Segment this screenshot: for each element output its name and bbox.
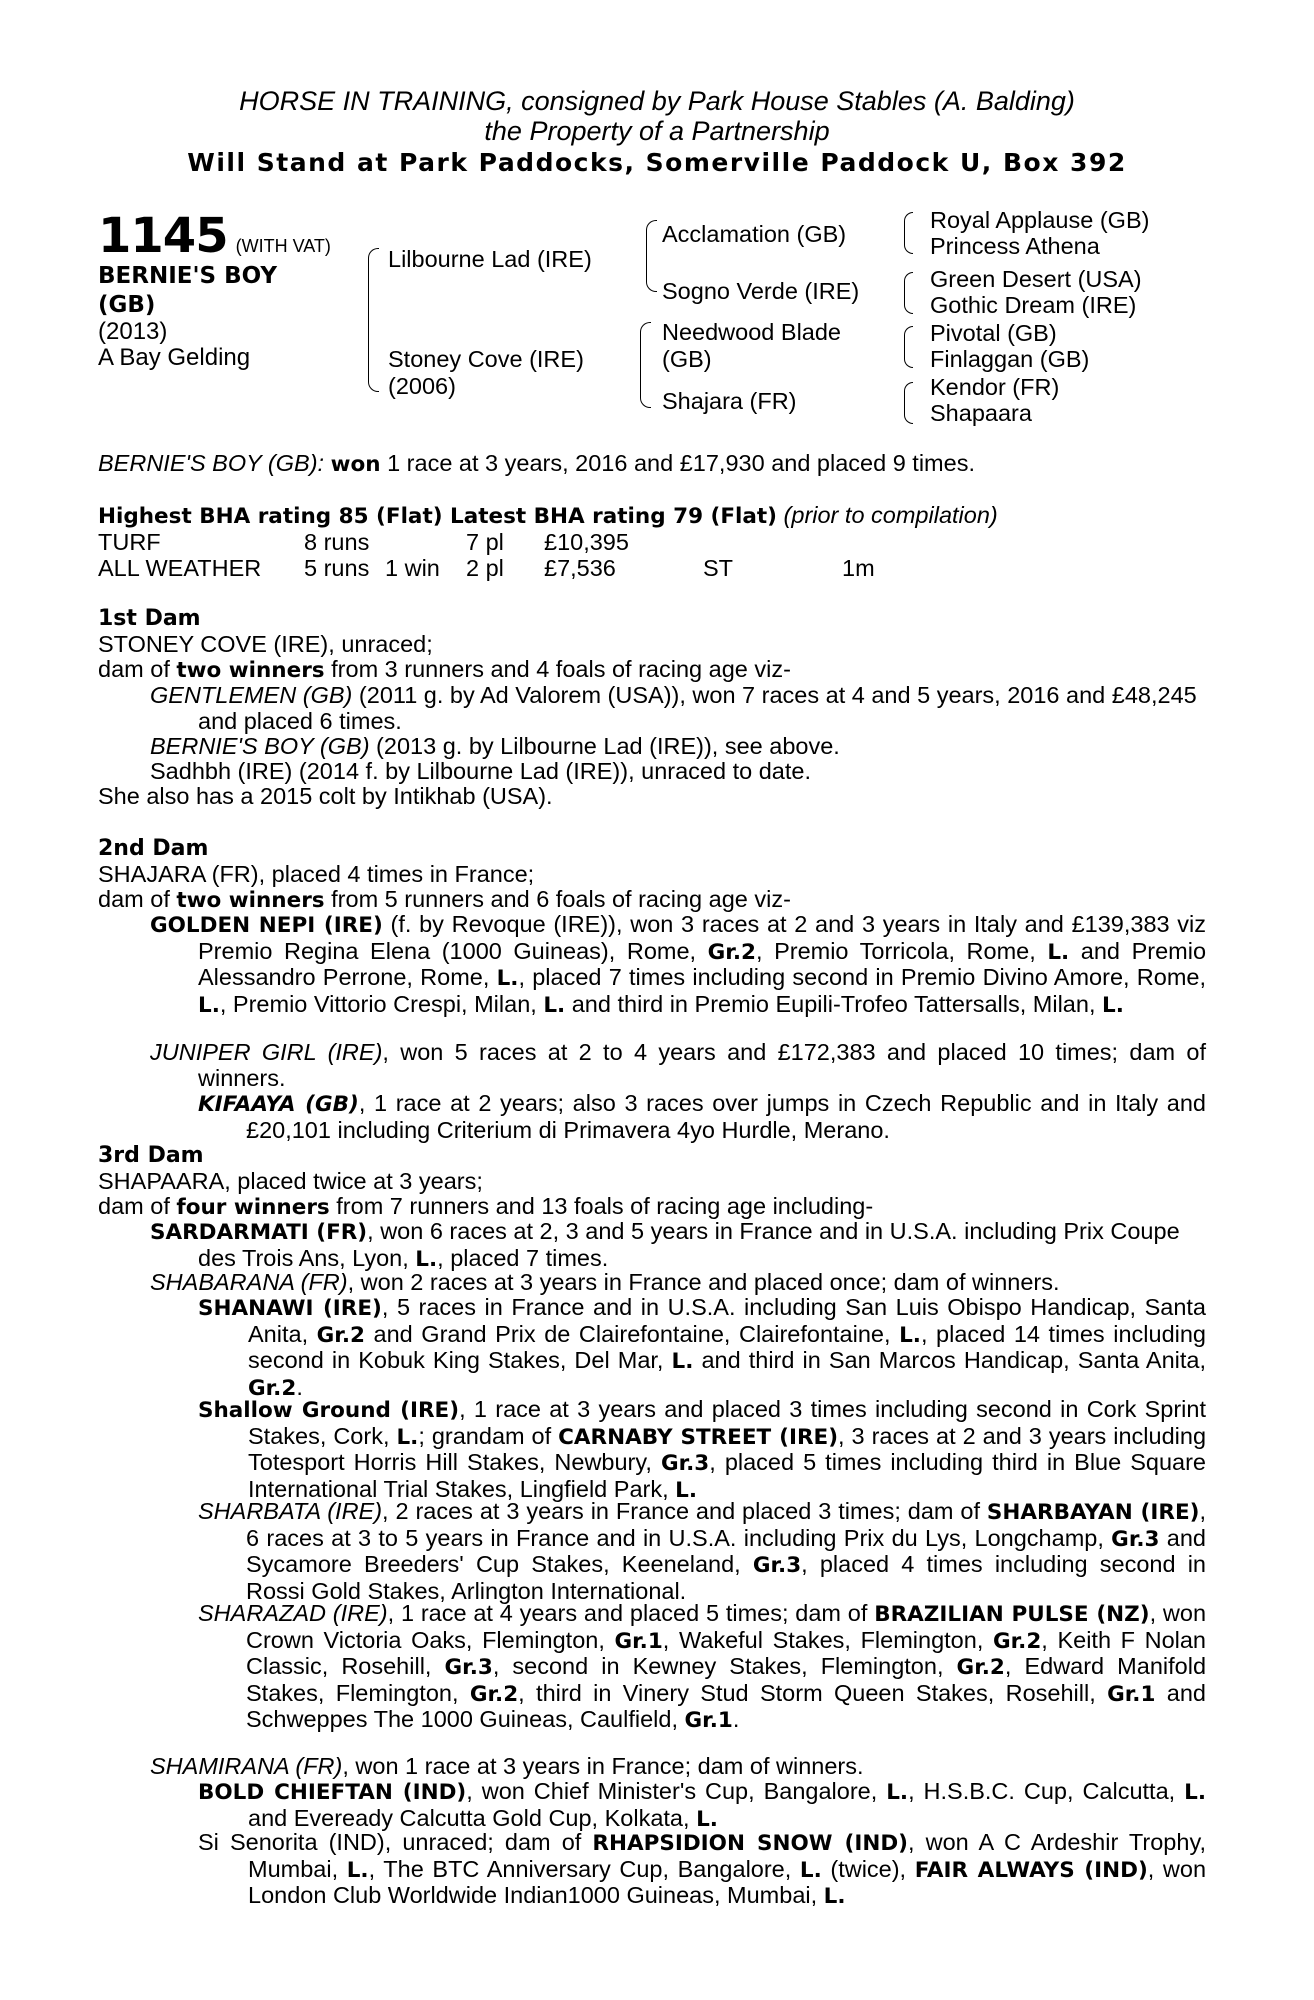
race-summary: BERNIE'S BOY (GB): won 1 race at 3 years, 2016 and £17,930 and placed 9 times. xyxy=(98,450,975,477)
produce-entry: Si Senorita (IND), unraced; dam of RHAPSIDION SNOW (IND), won A C Ardeshir Trophy, Mumbai, L., The BTC Anniversary Cup, Bangalore, L. (twice), FAIR ALWAYS (IND), won London Club Worldwide Indian1000 Guineas, Mumbai, L. xyxy=(198,1829,1207,1909)
produce-entry: SHAMIRANA (FR), won 1 race at 3 years in France; dam of winners. xyxy=(150,1753,864,1779)
third-dam-line: SHAPAARA, placed twice at 3 years; xyxy=(98,1168,483,1194)
pedigree-dam-sire-country: (GB) xyxy=(662,346,712,372)
produce-entry: BOLD CHIEFTAN (IND), won Chief Minister's Cup, Bangalore, L., H.S.B.C. Cup, Calcutta, L. and Eveready Calcutta Gold Cup, Kolkata, L. xyxy=(198,1778,1206,1832)
first-dam-line: STONEY COVE (IRE), unraced; xyxy=(98,631,433,657)
catalogue-page: HORSE IN TRAINING, consigned by Park House Stables (A. Balding) the Property of a Partnership Will Stand at Park Paddocks, Somerville Paddock U, Box 392 1145 (WITH VAT) BERNIE'S BOY (GB) (2013) A Bay Gelding Lilbourne Lad (IRE) Stoney Cove (IRE) (2006) Acclamation (GB) Sogno Verde (IRE) Needwood Blade (GB) Shajara (FR) Royal Applause (GB) Princess Athena Green Desert (USA) Gothic Dream (IRE) Pivotal (GB) Finlaggan (GB) Kendor (FR) Shapaara BERNIE'S BOY (GB): won 1 race at 3 years, 2016 and £17,930 and placed 9 times. Highest BHA rating 85 (Flat) Latest BHA rating 79 (Flat) (prior to compilation) TURF 8 runs 7 pl £10,395 ALL WEATHER 5 runs 1 win 2 pl £7,536 ST 1m 1st Dam STONEY COVE (IRE), unraced; dam of two winners from 3 runners and 4 foals of racing age viz- GENTLEMEN (GB) (2011 g. by Ad Valorem (USA)), won 7 races at 4 and 5 years, 2016 and £48,245 and placed 6 times. BERNIE'S BOY (GB) (2013 g. by Lilbourne Lad (IRE)), see above. Sadhbh (IRE) (2014 f. by Lilbourne Lad (IRE)), unraced to date. She also has a 2015 colt by Intikhab (USA). 2nd Dam SHAJARA (FR), placed 4 times in France; dam of two winners from 5 runners and 6 foals of racing age viz- GOLDEN NEPI (IRE) (f. by Revoque (IRE)), won 3 races at 2 and 3 years in Italy and £139,383 viz Premio Regina Elena (1000 Guineas), Rome, Gr.2, Premio Torricola, Rome, L. and Premio Alessandro Perrone, Rome, L., placed 7 times including second in Premio Divino Amore, Rome, L., Premio Vittorio Crespi, Milan, L. and third in Premio Eupili-Trofeo Tattersalls, Milan, L. JUNIPER GIRL (IRE), won 5 races at 2 to 4 years and £172,383 and placed 10 times; dam of winners. KIFAAYA (GB), 1 race at 2 years; also 3 races over jumps in Czech Republic and in Italy and £20,101 including Criterium di Primavera 4yo Hurdle, Merano. 3rd Dam SHAPAARA, placed twice at 3 years; dam of four winners from 7 runners and 13 foals of racing age including- SARDARMATI (FR), won 6 races at 2, 3 and 5 years in France and in U.S.A. including Prix Coupe des Trois Ans, Lyon, L., placed 7 times. SHABARANA (FR), won 2 races at 3 years in France and placed once; dam of winners. SHANAWI (IRE), 5 races in France and in U.S.A. including San Luis Obispo Handicap, Santa Anita, Gr.2 and Grand Prix de Clairefontaine, Clairefontaine, L., placed 14 times including second in Kobuk King Stakes, Del Mar, L. and third in San Marcos Handicap, Santa Anita, Gr.2. Shallow Ground (IRE), 1 race at 3 years and placed 3 times including second in Cork Sprint Stakes, Cork, L.; grandam of CARNABY STREET (IRE), 3 races at 2 and 3 years including Totesport Horris Hill Stakes, Newbury, Gr.3, placed 5 times including third in Blue Square International Trial Stakes, Lingfield Park, L. SHARBATA (IRE), 2 races at 3 years in France and placed 3 times; dam of SHARBAYAN (IRE), 6 races at 3 to 5 years in France and in U.S.A. including Prix du Lys, Longchamp, Gr.3 and Sycamore Breeders' Cup Stakes, Keeneland, Gr.3, placed 4 times including second in Rossi Gold Stakes, Arlington International. SHARAZAD (IRE), 1 race at 4 years and placed 5 times; dam of BRAZILIAN PULSE (NZ), won Crown Victoria Oaks, Flemington, Gr.1, Wakeful Stakes, Flemington, Gr.2, Keith F Nolan Classic, Rosehill, Gr.3, second in Kewney Stakes, Flemington, Gr.2, Edward Manifold Stakes, Flemington, Gr.2, third in Vinery Stud Storm Queen Stakes, Rosehill, Gr.1 and Schweppes The 1000 Guineas, Caulfield, Gr.1. SHAMIRANA (FR), won 1 race at 3 years in France; dam of winners. BOLD CHIEFTAN (IND), won Chief Minister's Cup, Bangalore, L., H.S.B.C. Cup, Calcutta, L. and Eveready Calcutta Gold Cup, Kolkata, L. Si Senorita (IND), unraced; dam of RHAPSIDION SNOW (IND), won A C Ardeshir Trophy, Mumbai, L., The BTC Anniversary Cup, Bangalore, L. (twice), FAIR ALWAYS (IND), won London Club Worldwide Indian1000 Guineas, Mumbai, L. xyxy=(0,0,1314,2000)
produce-entry: GENTLEMEN (GB) (2011 g. by Ad Valorem (USA)), won 7 races at 4 and 5 years, 2016 and £48,245 and placed 6 times. xyxy=(150,682,1197,734)
lot-heading xyxy=(98,208,331,264)
vat-note: (WITH VAT) xyxy=(235,236,331,256)
produce-entry: Shallow Ground (IRE), 1 race at 3 years and placed 3 times including second in Cork Sprint Stakes, Cork, L.; grandam of CARNABY STREET (IRE), 3 races at 2 and 3 years including Totesport Horris Hill Stakes, Newbury, Gr.3, placed 5 times including third in Blue Square International Trial Stakes, Lingfield Park, L. xyxy=(198,1396,1207,1503)
second-dam-line: SHAJARA (FR), placed 4 times in France; xyxy=(98,861,535,887)
pedigree-dam-sire: Needwood Blade xyxy=(662,319,841,345)
produce-entry: Sadhbh (IRE) (2014 f. by Lilbourne Lad (IRE)), unraced to date. xyxy=(150,758,811,784)
produce-entry: BERNIE'S BOY (GB) (2013 g. by Lilbourne Lad (IRE)), see above. xyxy=(150,733,840,759)
produce-entry: KIFAAYA (GB), 1 race at 2 years; also 3 races over jumps in Czech Republic and in Italy and £20,101 including Criterium di Primavera 4yo Hurdle, Merano. xyxy=(198,1090,1206,1143)
produce-entry: SHARBATA (IRE), 2 races at 3 years in France and placed 3 times; dam of SHARBAYAN (IRE), 6 races at 3 to 5 years in France and in U.S.A. including Prix du Lys, Longchamp, Gr.3 and Sycamore Breeders' Cup Stakes, Keeneland, Gr.3, placed 4 times including second in Rossi Gold Stakes, Arlington International. xyxy=(198,1498,1206,1604)
pedigree-g3-4: Gothic Dream (IRE) xyxy=(930,292,1137,318)
produce-note: She also has a 2015 colt by Intikhab (USA). xyxy=(98,783,553,809)
pedigree-g3-1: Royal Applause (GB) xyxy=(930,207,1150,233)
pedigree-g3-7: Kendor (FR) xyxy=(930,374,1060,400)
produce-entry: SHANAWI (IRE), 5 races in France and in U.S.A. including San Luis Obispo Handicap, Santa Anita, Gr.2 and Grand Prix de Clairefontaine, Clairefontaine, L., placed 14 times including second in Kobuk King Stakes, Del Mar, L. and third in San Marcos Handicap, Santa Anita, Gr.2. xyxy=(198,1294,1207,1401)
produce-entry: GOLDEN NEPI (IRE) (f. by Revoque (IRE)), won 3 races at 2 and 3 years in Italy and £139,383 viz Premio Regina Elena (1000 Guineas), Rome, Gr.2, Premio Torricola, Rome, L. and Premio Alessandro Perrone, Rome, L., placed 7 times including second in Premio Divino Amore, Rome, L., Premio Vittorio Crespi, Milan, L. and third in Premio Eupili-Trofeo Tattersalls, Milan, L. xyxy=(150,911,1207,1018)
pedigree-brace xyxy=(904,212,913,254)
produce-entry: JUNIPER GIRL (IRE), won 5 races at 2 to 4 years and £172,383 and placed 10 times; dam of winners. xyxy=(150,1039,1207,1091)
pedigree-sire: Lilbourne Lad (IRE) xyxy=(388,246,592,272)
consignor-line: HORSE IN TRAINING, consigned by Park House Stables (A. Balding) xyxy=(239,86,1075,116)
second-dam-heading: 2nd Dam xyxy=(98,836,209,861)
produce-entry: SARDARMATI (FR), won 6 races at 2, 3 and 5 years in France and in U.S.A. including Prix Coupe des Trois Ans, Lyon, L., placed 7 times. xyxy=(150,1218,1180,1272)
pedigree-dam: Stoney Cove (IRE) xyxy=(388,346,584,372)
bha-rating: Highest BHA rating 85 (Flat) Latest BHA rating 79 (Flat) (prior to compilation) xyxy=(98,502,998,529)
pedigree-sire-dam: Sogno Verde (IRE) xyxy=(662,278,860,304)
location-line: Will Stand at Park Paddocks, Somerville Paddock U, Box 392 xyxy=(187,148,1127,177)
pedigree-dam-dam: Shajara (FR) xyxy=(662,388,797,414)
pedigree-sire-sire: Acclamation (GB) xyxy=(662,221,847,247)
lot-number: 1145 xyxy=(98,208,228,264)
third-dam-heading: 3rd Dam xyxy=(98,1143,204,1168)
produce-entry: SHARAZAD (IRE), 1 race at 4 years and placed 5 times; dam of BRAZILIAN PULSE (NZ), won Crown Victoria Oaks, Flemington, Gr.1, Wakeful Stakes, Flemington, Gr.2, Keith F Nolan Classic, Rosehill, Gr.3, second in Kewney Stakes, Flemington, Gr.2, Edward Manifold Stakes, Flemington, Gr.2, third in Vinery Stud Storm Queen Stakes, Rosehill, Gr.1 and Schweppes The 1000 Guineas, Caulfield, Gr.1. xyxy=(198,1600,1207,1733)
pedigree-g3-6: Finlaggan (GB) xyxy=(930,346,1090,372)
pedigree-brace xyxy=(904,272,913,314)
pedigree-brace xyxy=(640,322,651,408)
pedigree-brace xyxy=(904,326,913,368)
horse-year: (2013) xyxy=(98,318,168,345)
horse-description: A Bay Gelding xyxy=(98,344,251,371)
pedigree-g3-8: Shapaara xyxy=(930,400,1032,426)
ownership-line: the Property of a Partnership xyxy=(484,116,830,146)
pedigree-g3-3: Green Desert (USA) xyxy=(930,266,1142,292)
horse-name: BERNIE'S BOY xyxy=(98,263,278,289)
pedigree-brace xyxy=(646,220,657,292)
third-dam-produce: dam of four winners from 7 runners and 13 foals of racing age including- xyxy=(98,1193,874,1220)
second-dam-produce: dam of two winners from 5 runners and 6 foals of racing age viz- xyxy=(98,886,791,913)
pedigree-brace xyxy=(904,382,913,424)
first-dam-produce: dam of two winners from 3 runners and 4 foals of racing age viz- xyxy=(98,656,791,683)
pedigree-dam-year: (2006) xyxy=(388,373,456,399)
produce-entry: SHABARANA (FR), won 2 races at 3 years in France and placed once; dam of winners. xyxy=(150,1269,1060,1295)
first-dam-heading: 1st Dam xyxy=(98,606,201,631)
pedigree-brace xyxy=(368,248,379,392)
pedigree-g3-5: Pivotal (GB) xyxy=(930,320,1057,346)
pedigree-g3-2: Princess Athena xyxy=(930,233,1100,259)
horse-country: (GB) xyxy=(98,292,156,318)
